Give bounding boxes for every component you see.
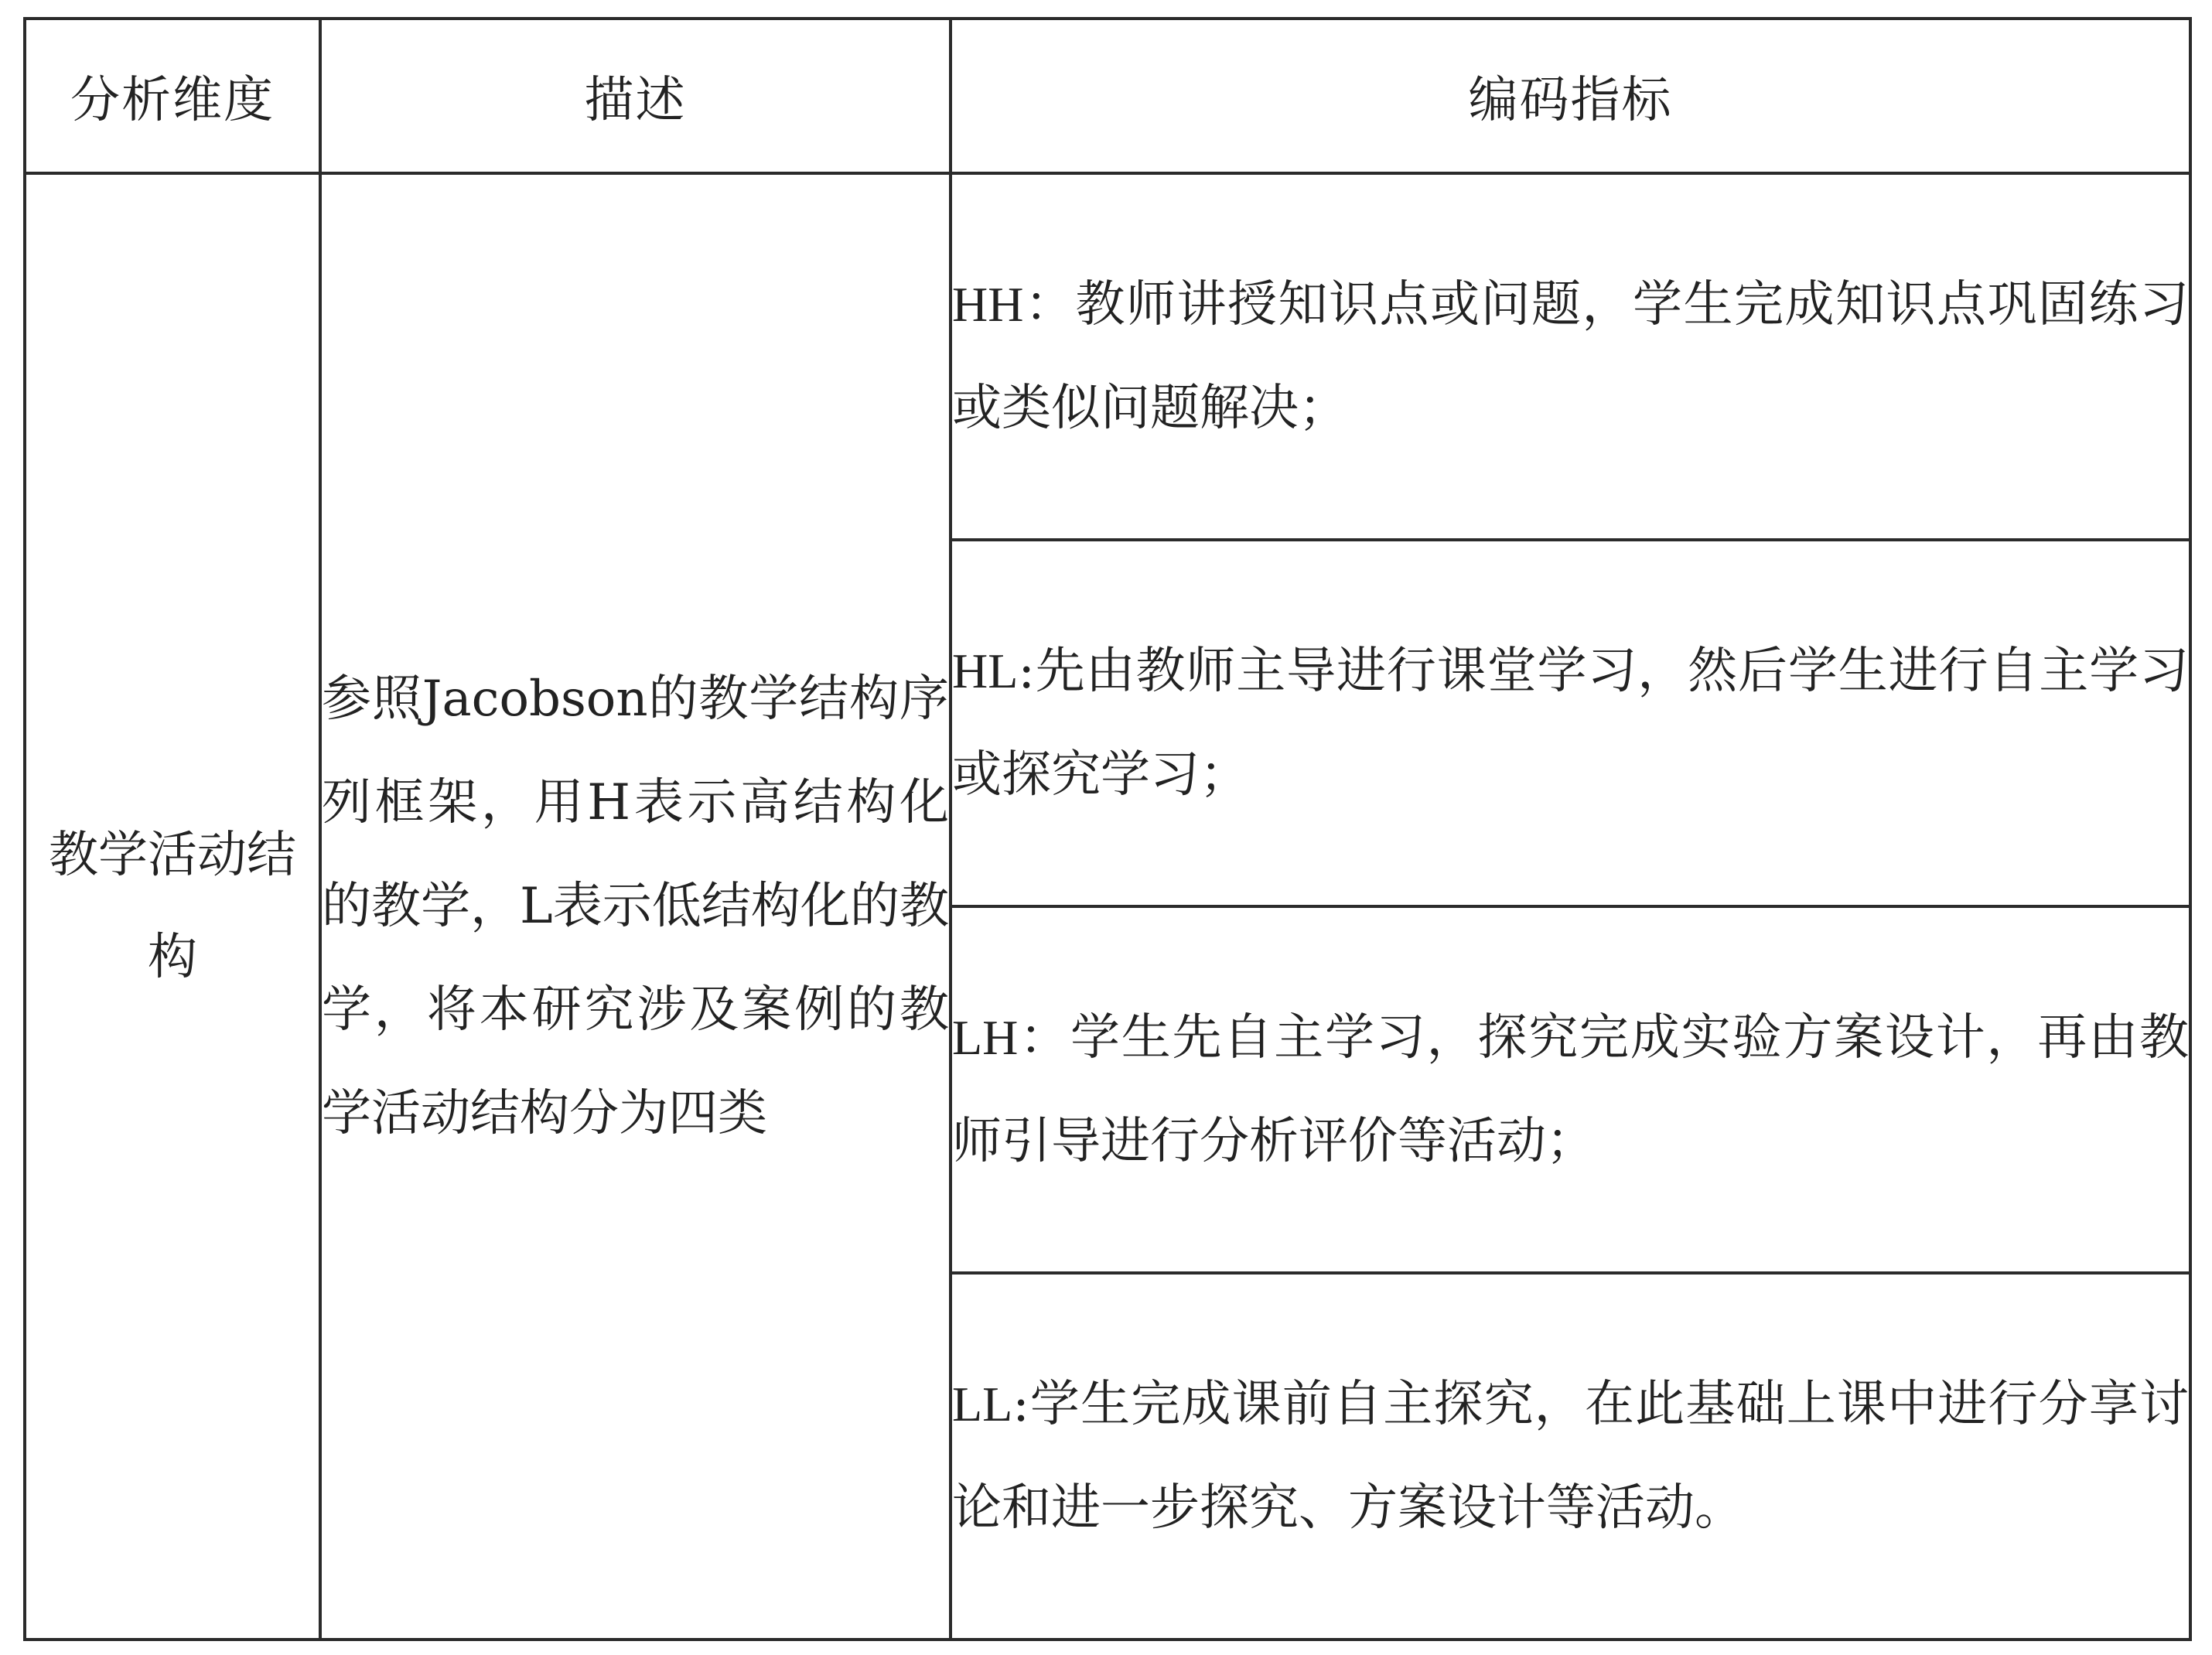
- code-text: 先由教师主导进行课堂学习，然后学生进行自主学习或探究学习；: [952, 643, 2189, 804]
- dimension-cell: 教学活动结构: [25, 173, 320, 1640]
- code-separator: :: [1018, 643, 1035, 700]
- code-key: HH: [952, 277, 1024, 332]
- code-text: 学生先自主学习，探究完成实验方案设计，再由教师引导进行分析评价等活动；: [952, 1009, 2189, 1170]
- code-cell-lh: [951, 906, 2190, 1273]
- header-codes: 编码指标: [951, 19, 2190, 173]
- code-separator: ：: [1018, 1009, 1070, 1066]
- description-cell: 参照Jacobson的教学结构序列框架，用H表示高结构化的教学，L表示低结构化的教学，将本研究涉及案例的教学活动结构分为四类: [320, 173, 951, 1640]
- code-text: 学生完成课前自主探究，在此基础上课中进行分享讨论和进一步探究、方案设计等活动。: [952, 1376, 2189, 1537]
- code-cell-hh: [951, 173, 2190, 540]
- header-row: [25, 19, 2190, 173]
- code-key: HL: [952, 643, 1019, 698]
- table-row: [25, 173, 2190, 540]
- code-separator: ：: [1023, 276, 1076, 333]
- code-separator: :: [1012, 1376, 1029, 1433]
- header-description: 描述: [320, 19, 951, 173]
- code-key: LH: [952, 1010, 1019, 1065]
- header-dimension: 分析维度: [25, 19, 320, 173]
- coding-table: [23, 17, 2192, 1641]
- code-key: LL: [952, 1377, 1013, 1431]
- code-text: 教师讲授知识点或问题，学生完成知识点巩固练习或类似问题解决；: [952, 276, 2190, 437]
- code-cell-ll: [951, 1273, 2190, 1640]
- code-cell-hl: [951, 540, 2190, 906]
